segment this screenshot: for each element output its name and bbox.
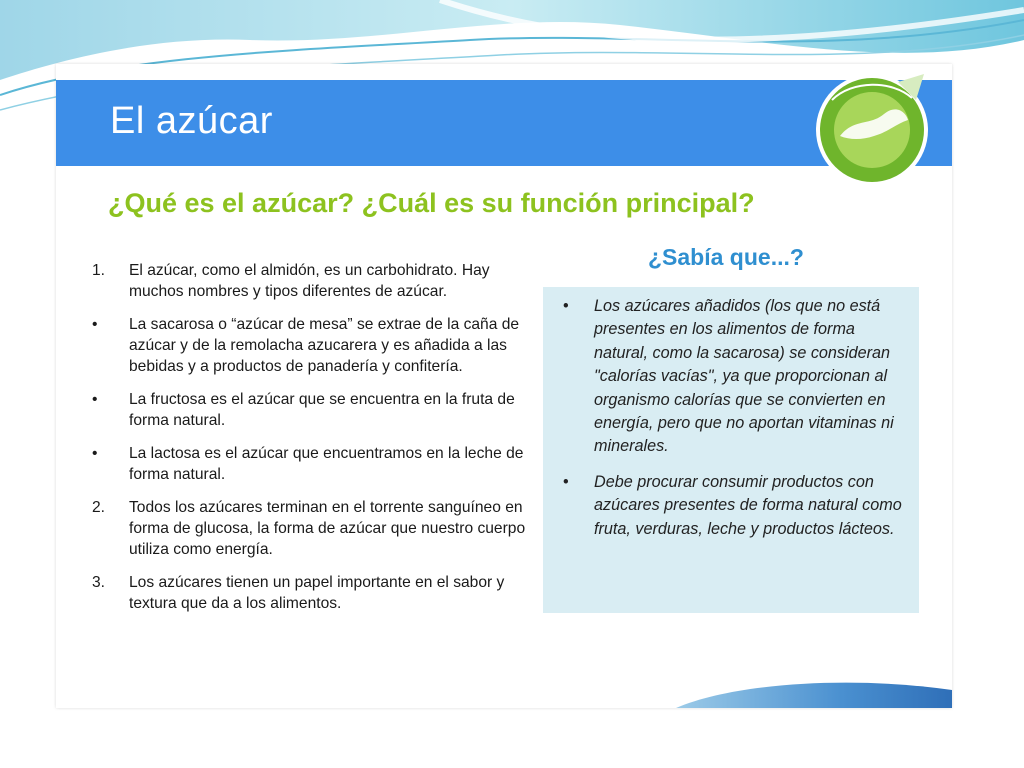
- slide-title: El azúcar: [110, 100, 273, 142]
- list-marker: 3.: [92, 574, 106, 591]
- info-box: [543, 287, 919, 613]
- list-item-text: Todos los azúcares terminan en el torrente sanguíneo en forma de glucosa, la forma de azúcar que nuestro cuerpo utiliza como energía.: [129, 499, 526, 558]
- info-item: [561, 471, 911, 541]
- slide-subtitle: ¿Qué es el azúcar? ¿Cuál es su función principal?: [108, 188, 755, 218]
- list-item-text: La lactosa es el azúcar que encuentramos en la leche de forma natural.: [129, 445, 524, 483]
- school-logo-icon: [812, 70, 932, 190]
- info-item-text: Debe procurar consumir productos con azúcares presentes de forma natural como fruta, verduras, leche y productos lácteos.: [594, 472, 902, 538]
- list-item-text: La sacarosa o “azúcar de mesa” se extrae de la caña de azúcar y de la remolacha azucarera y es añadida a las bebidas y a productos de panadería y confitería.: [129, 316, 520, 375]
- list-marker: 2.: [92, 499, 106, 516]
- list-item: [90, 260, 530, 302]
- list-item: [90, 497, 530, 560]
- slide: [56, 64, 952, 708]
- info-item-text: Los azúcares añadidos (los que no está presentes en los alimentos de forma natural, como la sacarosa) se consideran "calorías vacías", ya que proporcionan al organismo calorías que se convierten en energía, pero que no aportan vitaminas ni minerales.: [594, 297, 894, 456]
- list-item: [90, 572, 530, 614]
- list-marker: •: [563, 297, 569, 315]
- info-item: [561, 295, 911, 459]
- list-item-text: El azúcar, como el almidón, es un carbohidrato. Hay muchos nombres y tipos diferentes de azúcar.: [129, 262, 490, 300]
- list-item: [90, 314, 530, 377]
- list-item: [90, 443, 530, 485]
- list-marker: •: [92, 445, 98, 462]
- list-marker: •: [92, 316, 98, 333]
- bottom-wave-decoration: [656, 676, 952, 708]
- sabia-que-heading: ¿Sabía que...?: [648, 244, 804, 270]
- left-list: [90, 260, 530, 626]
- list-marker: •: [92, 391, 98, 408]
- list-item-text: Los azúcares tienen un papel importante en el sabor y textura que da a los alimentos.: [129, 574, 505, 612]
- list-marker: 1.: [92, 262, 106, 279]
- list-marker: •: [563, 472, 569, 491]
- list-item: [90, 389, 530, 431]
- info-list: [561, 295, 911, 553]
- list-item-text: La fructosa es el azúcar que se encuentra en la fruta de forma natural.: [129, 391, 515, 429]
